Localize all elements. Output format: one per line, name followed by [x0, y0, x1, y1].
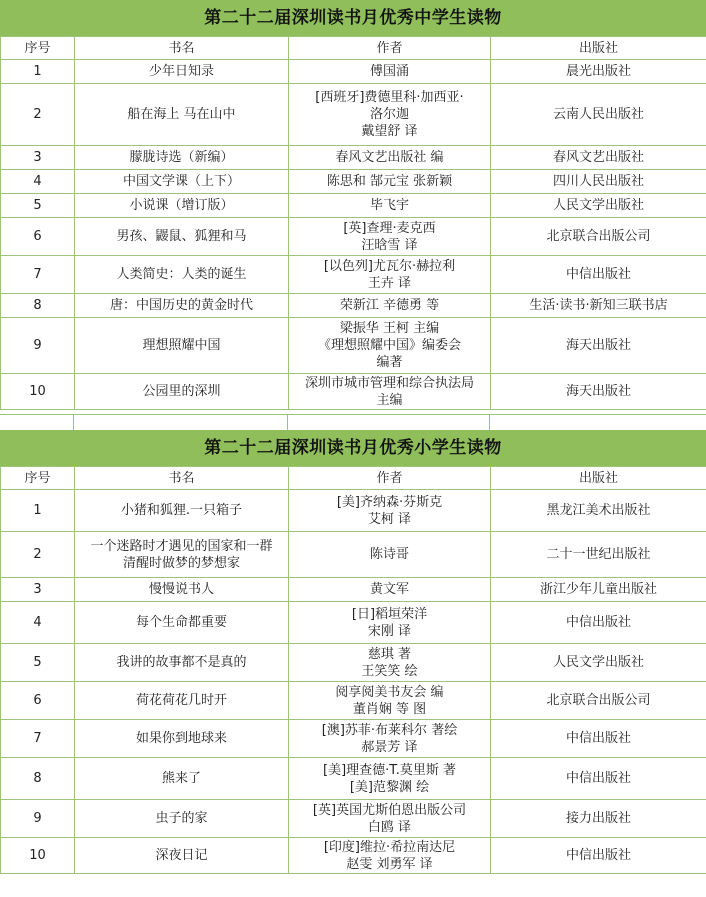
book-title: 荷花荷花几时开 — [75, 682, 289, 720]
row-index: 3 — [1, 146, 75, 170]
table-row — [1, 60, 706, 84]
book-title: 我讲的故事都不是真的 — [75, 644, 289, 682]
row-index: 4 — [1, 170, 75, 194]
book-title: 熊来了 — [75, 758, 289, 800]
row-index: 7 — [1, 256, 75, 294]
book-author: 傅国涌 — [289, 60, 491, 84]
book-title: 人类简史：人类的诞生 — [75, 256, 289, 294]
book-publisher: 海天出版社 — [491, 374, 706, 410]
book-publisher: 晨光出版社 — [491, 60, 706, 84]
book-author: 陈诗哥 — [289, 532, 491, 578]
row-index: 5 — [1, 194, 75, 218]
book-title: 男孩、鼹鼠、狐狸和马 — [75, 218, 289, 256]
primary-school-table — [0, 466, 706, 874]
table-row — [1, 682, 706, 720]
book-publisher: 中信出版社 — [491, 602, 706, 644]
table-row — [1, 194, 706, 218]
header-author: 作者 — [289, 37, 491, 60]
book-publisher: 黑龙江美术出版社 — [491, 490, 706, 532]
book-title: 如果你到地球来 — [75, 720, 289, 758]
section-spacer — [0, 414, 706, 431]
table-row — [1, 602, 706, 644]
header-publisher: 出版社 — [491, 37, 706, 60]
book-title: 公园里的深圳 — [75, 374, 289, 410]
book-publisher: 北京联合出版公司 — [491, 218, 706, 256]
book-title: 朦胧诗选（新编） — [75, 146, 289, 170]
book-author: [日]稻垣荣洋 宋刚 译 — [289, 602, 491, 644]
book-author: [西班牙]费德里科·加西亚· 洛尔迦 戴望舒 译 — [289, 84, 491, 146]
table-row — [1, 644, 706, 682]
row-index: 5 — [1, 644, 75, 682]
book-author: 荣新江 辛德勇 等 — [289, 294, 491, 318]
book-title: 理想照耀中国 — [75, 318, 289, 374]
book-author: 梁振华 王柯 主编 《理想照耀中国》编委会 编著 — [289, 318, 491, 374]
book-publisher: 四川人民出版社 — [491, 170, 706, 194]
header-author: 作者 — [289, 467, 491, 490]
book-title: 船在海上 马在山中 — [75, 84, 289, 146]
table-row — [1, 218, 706, 256]
book-author: [以色列]尤瓦尔·赫拉利 王卉 译 — [289, 256, 491, 294]
book-author: [英]英国尤斯伯恩出版公司 白鸥 译 — [289, 800, 491, 838]
header-title: 书名 — [75, 467, 289, 490]
row-index: 1 — [1, 60, 75, 84]
table-row — [1, 800, 706, 838]
book-author: 慈琪 著 王笑笑 绘 — [289, 644, 491, 682]
header-index: 序号 — [1, 37, 75, 60]
book-title: 一个迷路时才遇见的国家和一群 清醒时做梦的梦想家 — [75, 532, 289, 578]
row-index: 1 — [1, 490, 75, 532]
table-row — [1, 578, 706, 602]
book-author: [美]理查德·T.莫里斯 著 [美]范黎渊 绘 — [289, 758, 491, 800]
book-title: 唐：中国历史的黄金时代 — [75, 294, 289, 318]
middle-school-section — [0, 0, 706, 410]
row-index: 3 — [1, 578, 75, 602]
row-index: 9 — [1, 318, 75, 374]
header-publisher: 出版社 — [491, 467, 706, 490]
book-author: 黄文军 — [289, 578, 491, 602]
row-index: 4 — [1, 602, 75, 644]
table-row — [1, 758, 706, 800]
book-title: 深夜日记 — [75, 838, 289, 874]
table-row — [1, 720, 706, 758]
book-author: 深圳市城市管理和综合执法局 主编 — [289, 374, 491, 410]
book-title: 少年日知录 — [75, 60, 289, 84]
book-author: [英]查理·麦克西 汪晗雪 译 — [289, 218, 491, 256]
header-index: 序号 — [1, 467, 75, 490]
table-row — [1, 318, 706, 374]
table-row — [1, 374, 706, 410]
row-index: 8 — [1, 294, 75, 318]
book-title: 每个生命都重要 — [75, 602, 289, 644]
table-row — [1, 170, 706, 194]
book-title: 小说课（增订版） — [75, 194, 289, 218]
table-row — [1, 146, 706, 170]
primary-school-title: 第二十二届深圳读书月优秀小学生读物 — [0, 430, 706, 466]
middle-school-title: 第二十二届深圳读书月优秀中学生读物 — [0, 0, 706, 36]
table-row — [1, 294, 706, 318]
book-title: 虫子的家 — [75, 800, 289, 838]
book-author: 陈思和 郜元宝 张新颖 — [289, 170, 491, 194]
primary-school-section — [0, 430, 706, 874]
table-row — [1, 256, 706, 294]
middle-school-table — [0, 36, 706, 410]
book-title: 慢慢说书人 — [75, 578, 289, 602]
book-publisher: 中信出版社 — [491, 758, 706, 800]
book-publisher: 中信出版社 — [491, 256, 706, 294]
book-publisher: 北京联合出版公司 — [491, 682, 706, 720]
table-row — [1, 838, 706, 874]
book-title: 中国文学课（上下） — [75, 170, 289, 194]
book-publisher: 春风文艺出版社 — [491, 146, 706, 170]
table-header-row — [1, 467, 706, 490]
row-index: 10 — [1, 374, 75, 410]
table-header-row — [1, 37, 706, 60]
book-publisher: 二十一世纪出版社 — [491, 532, 706, 578]
row-index: 2 — [1, 532, 75, 578]
book-author: [澳]苏菲·布莱科尔 著绘 郝景芳 译 — [289, 720, 491, 758]
book-author: [印度]维拉·希拉南达尼 赵雯 刘勇军 译 — [289, 838, 491, 874]
book-publisher: 云南人民出版社 — [491, 84, 706, 146]
book-publisher: 接力出版社 — [491, 800, 706, 838]
row-index: 8 — [1, 758, 75, 800]
row-index: 6 — [1, 682, 75, 720]
book-publisher: 中信出版社 — [491, 838, 706, 874]
book-publisher: 海天出版社 — [491, 318, 706, 374]
book-publisher: 人民文学出版社 — [491, 194, 706, 218]
row-index: 9 — [1, 800, 75, 838]
row-index: 2 — [1, 84, 75, 146]
book-author: 毕飞宇 — [289, 194, 491, 218]
book-title: 小猪和狐狸.一只箱子 — [75, 490, 289, 532]
table-row — [1, 84, 706, 146]
book-publisher: 人民文学出版社 — [491, 644, 706, 682]
header-title: 书名 — [75, 37, 289, 60]
row-index: 10 — [1, 838, 75, 874]
book-publisher: 浙江少年儿童出版社 — [491, 578, 706, 602]
table-row — [1, 490, 706, 532]
book-author: [美]齐纳森·芬斯克 艾柯 译 — [289, 490, 491, 532]
book-author: 春风文艺出版社 编 — [289, 146, 491, 170]
book-author: 阅享阅美书友会 编 董肖娴 等 图 — [289, 682, 491, 720]
table-row — [1, 532, 706, 578]
book-publisher: 中信出版社 — [491, 720, 706, 758]
book-publisher: 生活·读书·新知三联书店 — [491, 294, 706, 318]
row-index: 6 — [1, 218, 75, 256]
row-index: 7 — [1, 720, 75, 758]
